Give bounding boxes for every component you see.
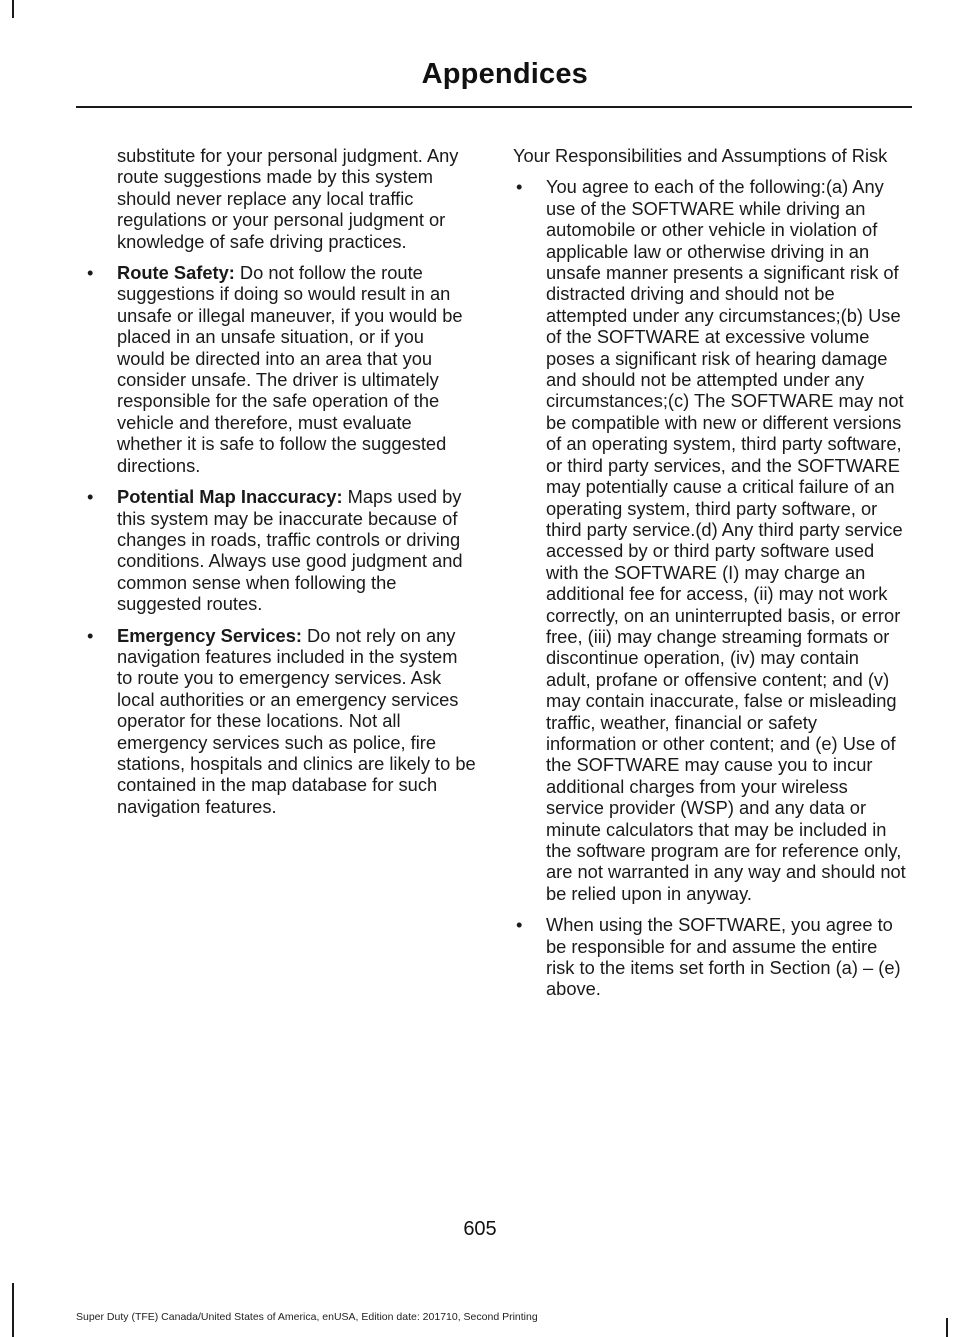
bullet-text: Do not rely on any navigation features included in the system to route you to emergency services. Ask local authorities or an emergency services operator for these locations. Not all emergency services such as police, fire stations, hospitals and clinics are likely to be contained in the map database for such navigation features. [117,624,476,817]
bullet-map-inaccuracy [84,486,476,614]
bullet-assume-risk [513,914,908,1000]
crop-mark-top-left [12,0,14,18]
right-column [513,145,908,1010]
header-divider [76,106,912,108]
continuation-paragraph: substitute for your personal judgment. Any route suggestions made by this system should never replace any local traffic regulations or your personal judgment or knowledge of safe driving practices. [117,145,459,252]
bullet-emergency-services [84,625,476,818]
bullet-marker: • [87,262,94,284]
bullet-marker: • [516,176,523,198]
bullet-text: Do not follow the route suggestions if doing so would result in an unsafe or illegal maneuver, if you would be placed in an unsafe situation, or if you would be directed into an area that you consider unsafe. The driver is ultimately responsible for the safe operation of the vehicle and therefore, must evaluate whether it is safe to follow the suggested directions. [117,262,463,476]
page-title: Appendices [421,58,588,90]
bullet-marker: • [87,486,94,508]
left-column [84,145,476,827]
bullet-route-safety [84,262,476,476]
bullet-label: Potential Map Inaccuracy: [117,486,343,508]
bullet-text: When using the SOFTWARE, you agree to be responsible for and assume the entire risk to the items set forth in Section (a) – (e) above. [546,914,901,1000]
bullet-text: You agree to each of the following:(a) Any use of the SOFTWARE while driving an automobile or other vehicle in violation of applicable law or otherwise driving in an unsafe manner presents a significant risk of distracted driving and should not be attempted under any circumstances;(b) Use of the SOFTWARE at excessive volume poses a significant risk of hearing damage and should not be attempted under any circumstances;(c) The SOFTWARE may not be compatible with new or different versions of an operating system, third party software, or third party services, and the SOFTWARE may potentially cause a critical failure of an operating system, third party software, or third party service.(d) Any third party service accessed by or third party software used with the SOFTWARE (I) may charge an additional fee for access, (ii) may not work correctly, on an uninterrupted basis, or error free, (iii) may change streaming formats or discontinue operation, (iv) may contain adult, profane or offensive content; and (v) may contain inaccurate, false or misleading traffic, weather, financial or safety information or other content; and (e) Use of the SOFTWARE may cause you to incur additional charges from your wireless service provider (WSP) and any data or minute calculators that may be included in the software program are for reference only, are not warranted in any way and should not be relied upon in anyway. [546,176,906,904]
bullet-text: Maps used by this system may be inaccurate because of changes in roads, traffic controls or driving conditions. Always use good judgment and common sense when following the suggested routes. [117,486,463,615]
footer-edition-info: Super Duty (TFE) Canada/United States of America, enUSA, Edition date: 201710, Second Printing [76,1311,538,1323]
crop-mark-bottom-right [946,1318,948,1337]
bullet-label: Emergency Services: [117,624,302,646]
page-number: 605 [463,1218,497,1240]
bullet-marker: • [516,914,523,936]
bullet-agreement [513,176,908,904]
section-heading: Your Responsibilities and Assumptions of Risk [513,145,888,166]
bullet-marker: • [87,624,94,646]
crop-mark-bottom-left [12,1283,14,1337]
bullet-label: Route Safety: [117,262,235,284]
